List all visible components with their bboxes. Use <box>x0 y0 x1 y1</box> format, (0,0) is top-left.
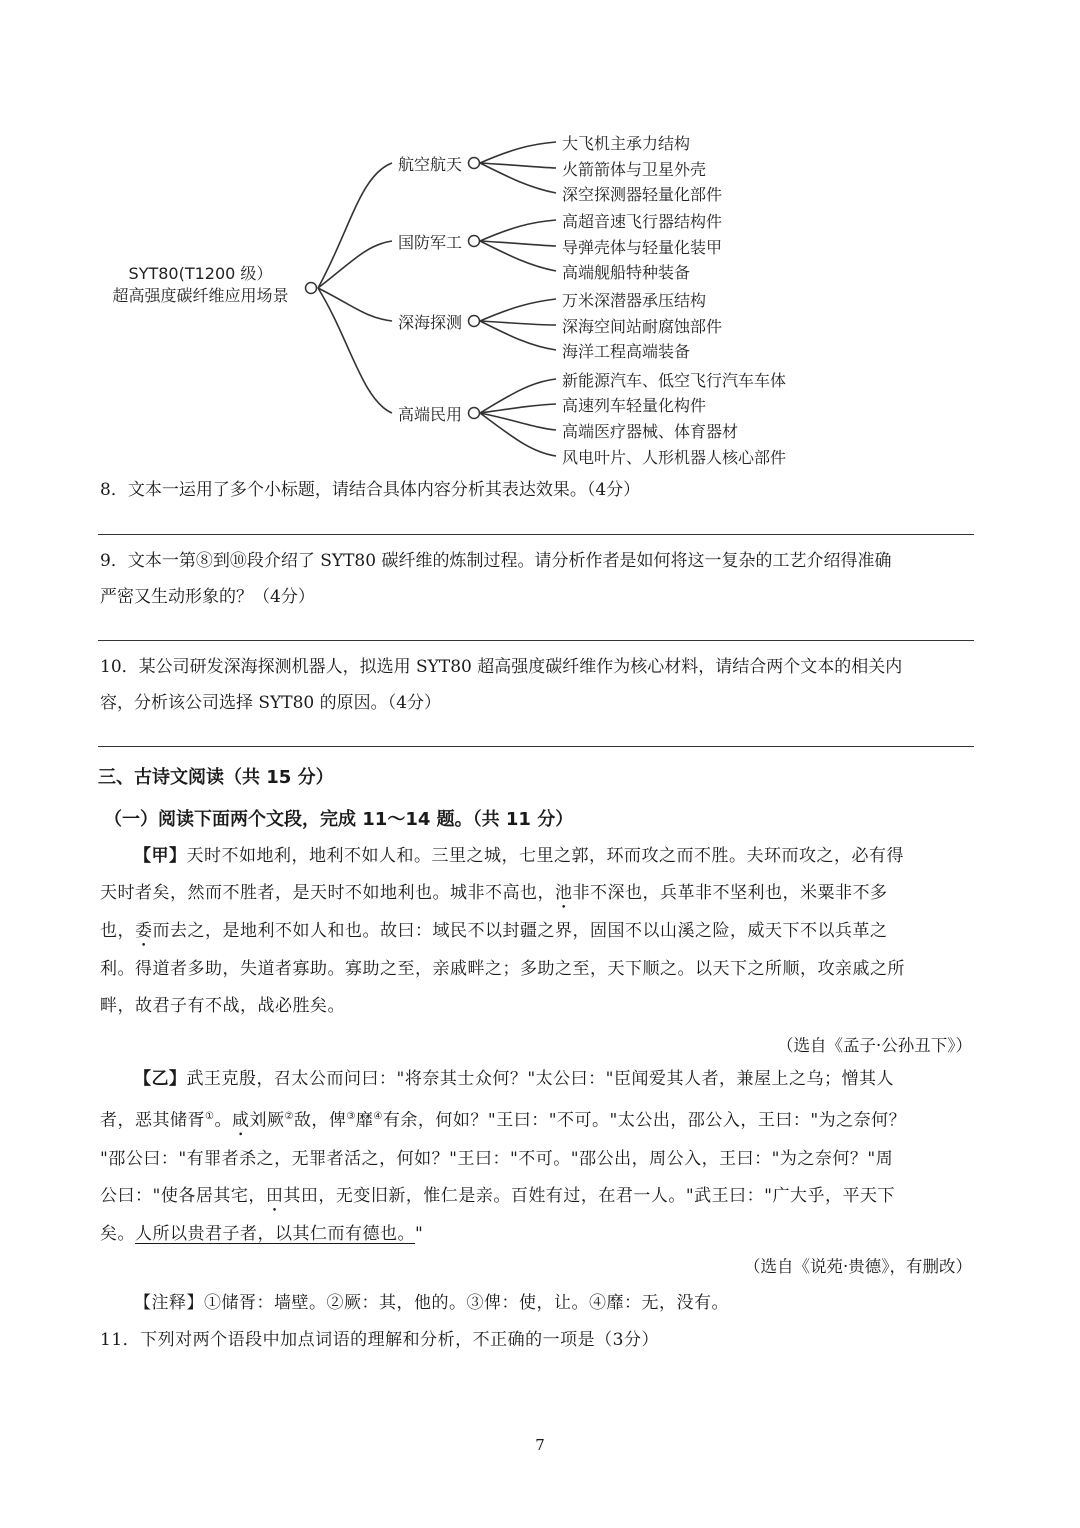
jia-line-1 <box>100 838 980 875</box>
answer-line <box>98 534 974 535</box>
root-node <box>306 283 317 294</box>
mind-map-root <box>98 263 303 307</box>
passage-jia <box>100 838 980 1025</box>
footnote-marker: ④ <box>373 1111 383 1122</box>
jia-line-2 <box>100 875 980 913</box>
root-line-1: SYT80(T1200 级） <box>128 264 273 283</box>
jia-source: （选自《孟子·公孙丑下》） <box>777 1036 972 1055</box>
jia-text: 也， <box>100 921 135 941</box>
answer-line <box>98 746 974 747</box>
yi-text: 武王克殷，召太公而问曰："将奈其士众何？"太公曰："臣闻爱其人者，兼屋上之乌；憎其人 <box>186 1069 894 1089</box>
leaf-label: 新能源汽车、低空飞行汽车车体 <box>562 371 787 390</box>
question-10-line-2: 容，分析该公司选择 SYT80 的原因。（4分） <box>100 693 441 713</box>
b1-leaf-1 <box>480 142 556 163</box>
leaf-label: 高端舰船特种装备 <box>562 263 691 282</box>
branch-node-2 <box>469 236 480 247</box>
yi-text: 矣。 <box>100 1223 135 1244</box>
yi-line-5 <box>100 1216 980 1253</box>
root-to-branch-1 <box>318 163 392 288</box>
leaf-label: 高速列车轻量化构件 <box>562 396 707 415</box>
leaf-label: 深海空间站耐腐蚀部件 <box>562 317 723 336</box>
jia-tag: 【甲】 <box>134 846 187 866</box>
yi-text: " <box>415 1223 424 1244</box>
root-to-branch-3 <box>318 288 392 321</box>
yi-text: 。 <box>214 1110 232 1131</box>
underlined-sentence: 人所以贵君子者，以其仁而有德也。 <box>135 1223 415 1244</box>
branch-node-1 <box>469 158 480 169</box>
answer-line <box>98 640 974 641</box>
yi-text: 靡 <box>355 1110 374 1131</box>
yi-line-4 <box>100 1178 980 1216</box>
yi-line-1 <box>100 1061 980 1098</box>
leaf-label: 风电叶片、人形机器人核心部件 <box>562 448 787 467</box>
page-number: 7 <box>535 1436 545 1454</box>
jia-text: 天时者矣，然而不胜者，是天时不如地利也。城非不高也， <box>100 883 555 903</box>
yi-text: 敌，俾 <box>293 1110 347 1131</box>
dotted-word: 咸 <box>231 1110 250 1131</box>
branch-node-4 <box>469 408 480 419</box>
question-10 <box>100 649 980 721</box>
footnote-marker: ② <box>284 1111 294 1122</box>
section-title: 三、古诗文阅读（共 15 分） <box>98 767 334 788</box>
jia-text: 非不深也，兵革非不坚利也，米粟非不多 <box>572 883 888 903</box>
dotted-word: 田 <box>265 1185 284 1206</box>
leaf-label: 万米深潜器承压结构 <box>562 291 707 310</box>
yi-text: 其田，无变旧新，惟仁是亲。百姓有过，在君一人。"武王曰："广大乎，平天下 <box>283 1185 895 1206</box>
leaf-label: 高超音速飞行器结构件 <box>562 212 723 231</box>
jia-text: 而去之，是地利不如人和也。故曰：域民不以封疆之界，固国不以山溪之险，威天下不以兵革之 <box>152 921 888 941</box>
question-8: 8．文本一运用了多个小标题，请结合具体内容分析其表达效果。（4分） <box>100 480 641 500</box>
footnote-marker: ③ <box>346 1111 356 1122</box>
leaf-label: 大飞机主承力结构 <box>562 134 691 153</box>
b4-leaf-4 <box>480 413 556 456</box>
question-11: 11．下列对两个语段中加点词语的理解和分析，不正确的一项是（3分） <box>100 1330 659 1350</box>
root-line-2: 超高强度碳纤维应用场景 <box>112 286 289 305</box>
yi-text: 刘厥 <box>249 1110 285 1131</box>
section-subtitle: （一）阅读下面两个文段，完成 11～14 题。（共 11 分） <box>104 809 574 830</box>
branch-label: 高端民用 <box>398 405 463 424</box>
leaf-label: 高端医疗器械、体育器材 <box>562 422 739 441</box>
mind-map-connectors <box>0 0 1080 480</box>
jia-line-3 <box>100 913 980 951</box>
jia-line-5: 畔，故君子有不战，战必胜矣。 <box>100 996 345 1016</box>
dotted-word: 池 <box>555 883 573 903</box>
leaf-label: 深空探测器轻量化部件 <box>562 185 723 204</box>
b1-leaf-2 <box>480 163 556 168</box>
yi-line-2 <box>100 1098 980 1141</box>
b2-leaf-2 <box>480 241 556 246</box>
leaf-label: 海洋工程高端装备 <box>562 342 691 361</box>
question-9-line-1: 9．文本一第⑧到⑩段介绍了 SYT80 碳纤维的炼制过程。请分析作者是如何将这一复杂的工艺介绍得准确 <box>100 551 892 571</box>
passage-yi <box>100 1061 980 1253</box>
jia-text: 天时不如地利，地利不如人和。三里之城，七里之郭，环而攻之而不胜。夫环而攻之，必有得 <box>186 846 904 866</box>
yi-source: （选自《说苑·贵德》，有删改） <box>744 1257 972 1276</box>
b2-leaf-1 <box>480 220 556 241</box>
yi-text: 有余，何如？"王曰："不可。"太公出，邵公入，王曰："为之奈何？ <box>382 1110 907 1131</box>
branch-node-3 <box>469 316 480 327</box>
branch-label: 国防军工 <box>398 233 463 252</box>
annotation-notes: 【注释】①储胥：墙壁。②厥：其，他的。③俾：使，让。④靡：无，没有。 <box>134 1293 729 1313</box>
footnote-marker: ① <box>205 1111 215 1122</box>
yi-text: 公曰："使各居其宅， <box>100 1185 266 1206</box>
leaf-label: 火箭箭体与卫星外壳 <box>562 160 707 179</box>
question-10-line-1: 10．某公司研发深海探测机器人，拟选用 SYT80 超高强度碳纤维作为核心材料，请结合两个文本的相关内 <box>100 657 903 677</box>
yi-text: 者，恶其储胥 <box>100 1110 205 1131</box>
question-9 <box>100 543 980 615</box>
b3-leaf-2 <box>480 321 556 325</box>
branch-label: 深海探测 <box>398 313 463 332</box>
yi-tag: 【乙】 <box>134 1069 187 1089</box>
root-to-branch-4 <box>318 288 392 413</box>
dotted-word: 委 <box>135 921 153 941</box>
question-9-line-2: 严密又生动形象的？（4分） <box>100 587 315 607</box>
yi-line-3: "邵公曰："有罪者杀之，无罪者活之，何如？"王曰："不可。"邵公出，周公入，王曰："为之奈何？"周 <box>100 1148 894 1169</box>
b3-leaf-1 <box>480 299 556 321</box>
leaf-label: 导弹壳体与轻量化装甲 <box>562 238 723 257</box>
jia-line-4: 利。得道者多助，失道者寡助。寡助之至，亲戚畔之；多助之至，天下顺之。以天下之所顺，攻亲戚之所 <box>100 959 905 979</box>
branch-label: 航空航天 <box>398 155 463 174</box>
